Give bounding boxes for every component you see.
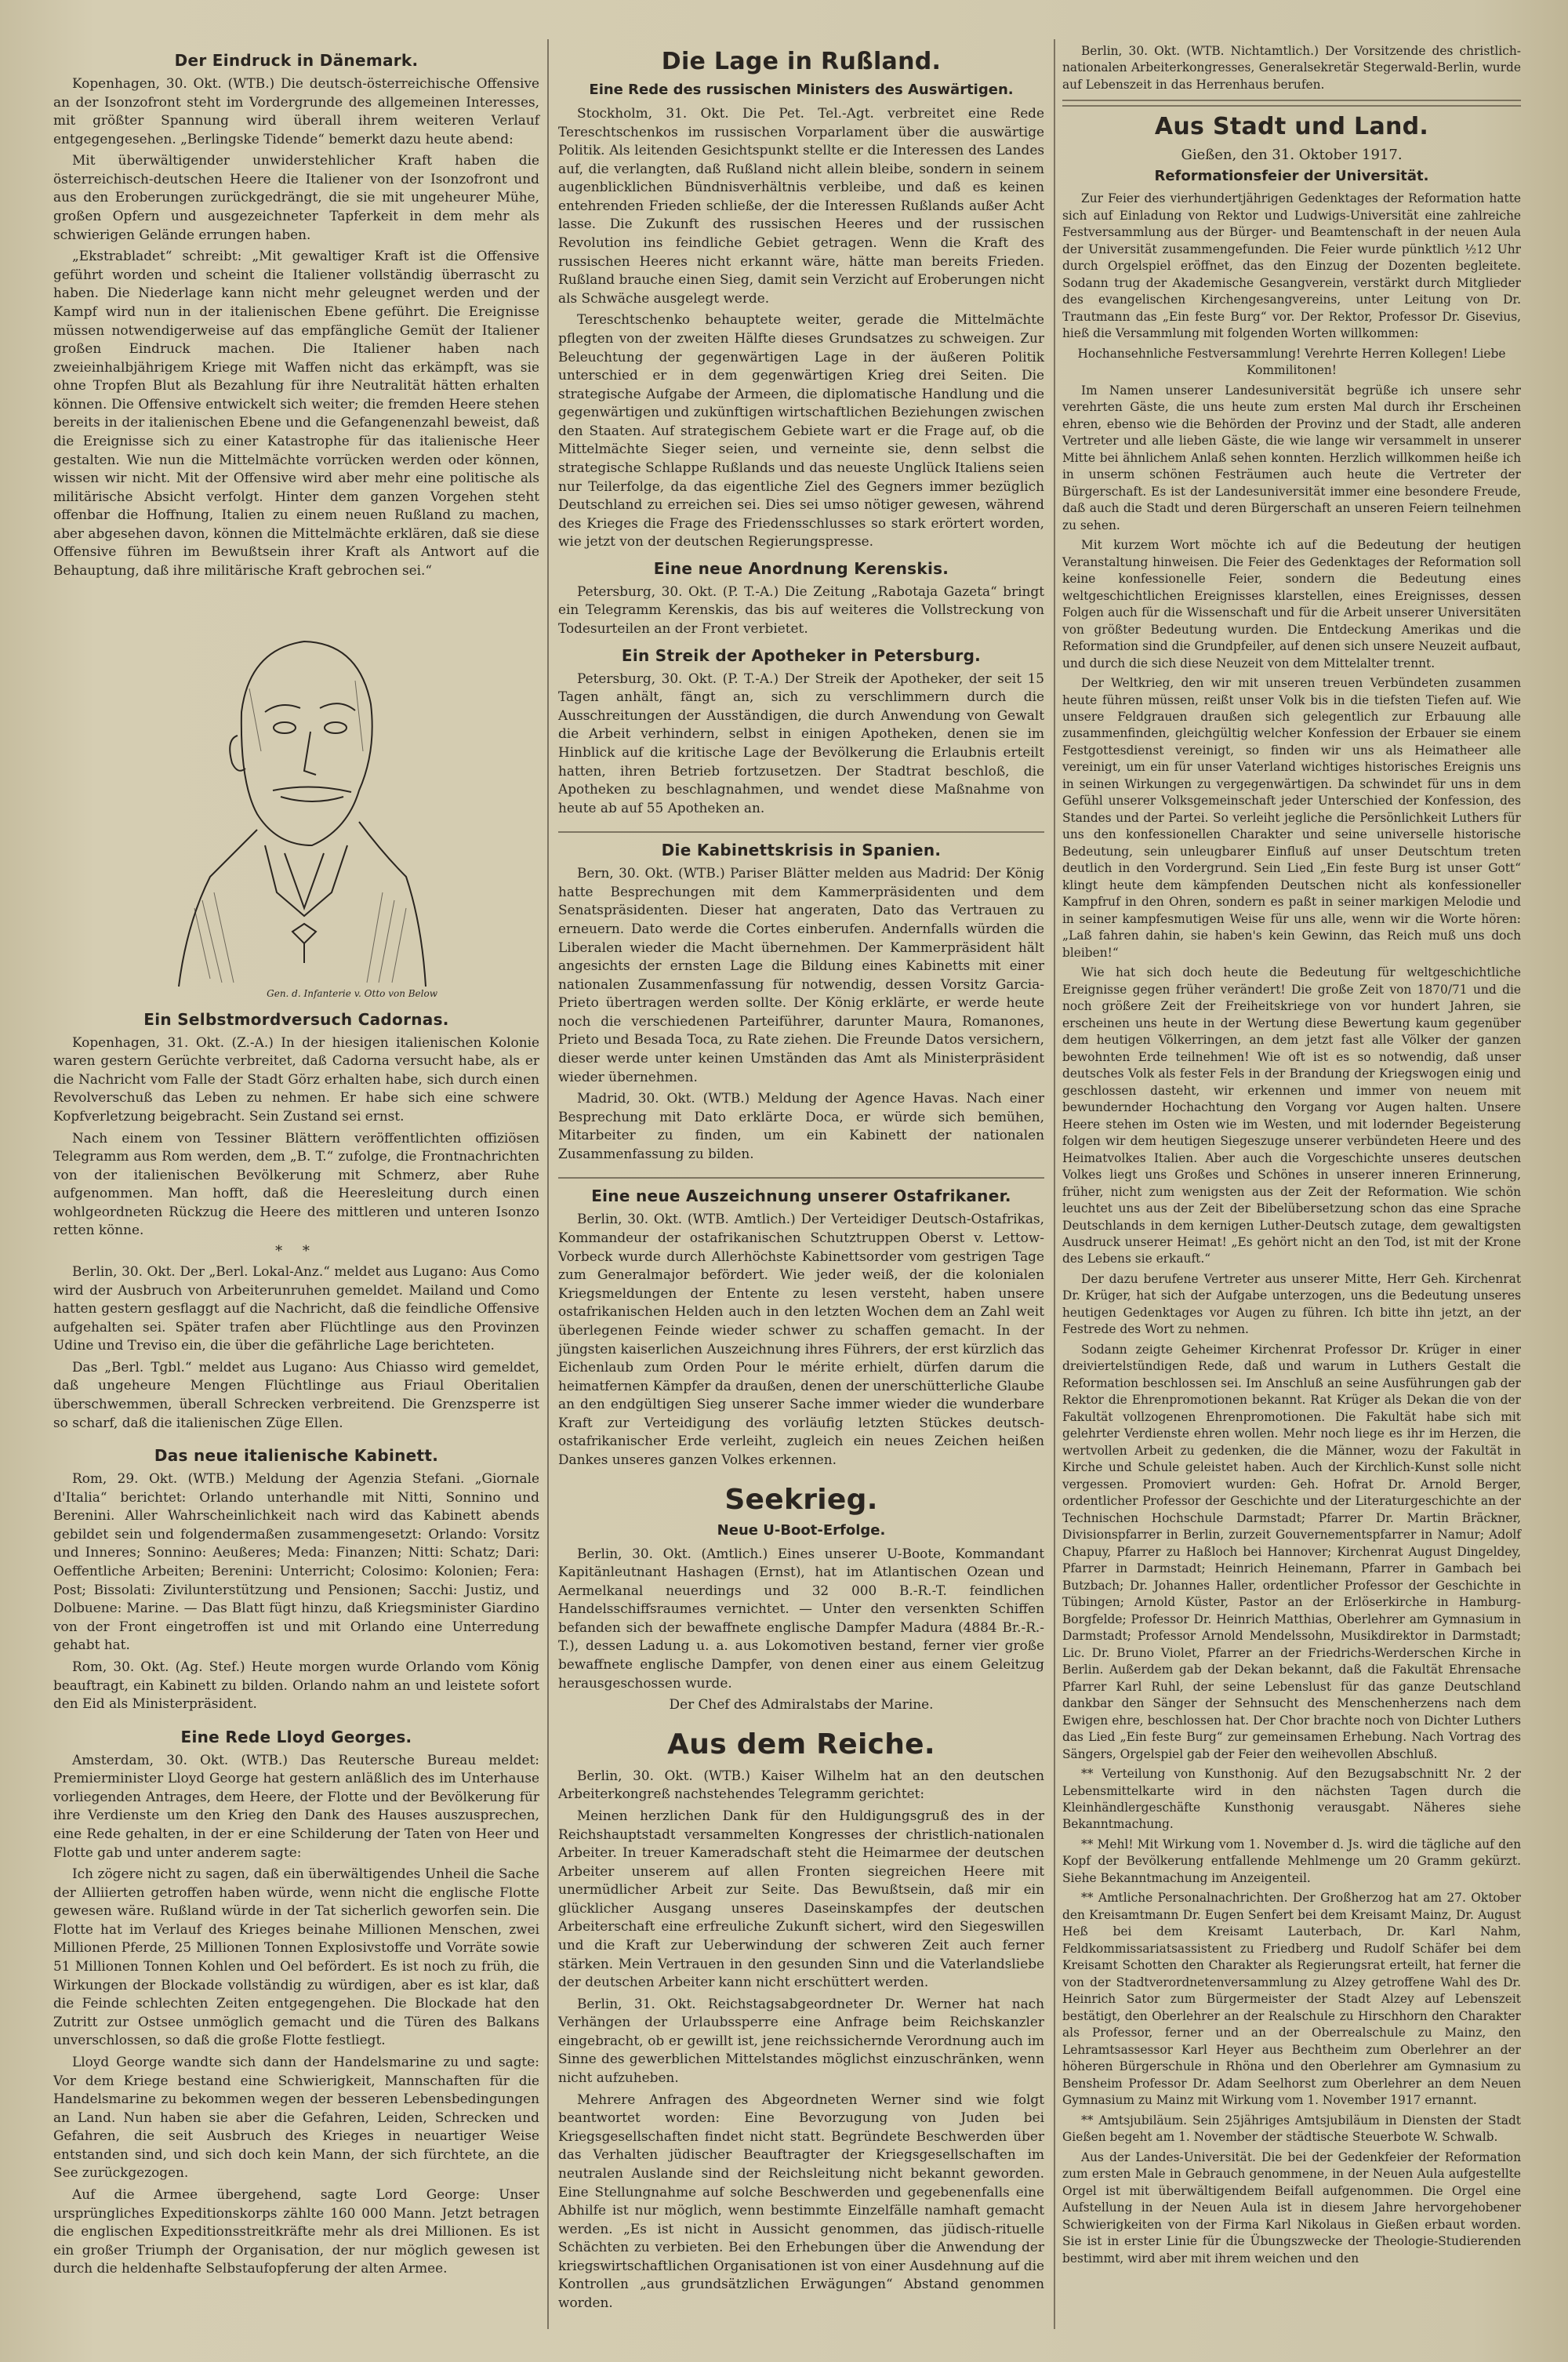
headline: Ein Selbstmordversuch Cadornas.: [143, 1009, 449, 1029]
paragraph: Petersburg, 30. Okt. (P. T.-A.) Die Zeitung „Rabotaja Gazeta“ bringt ein Telegramm Kerenskis, das bis auf weiteres die Vollstreckung von Todesurteilen an der Front verbietet.: [558, 583, 1044, 637]
portrait-caption: Gen. d. Infanterie v. Otto von Below: [267, 987, 437, 999]
column-3: [1062, 43, 1521, 2281]
paragraph: Berlin, 30. Okt. Der „Berl. Lokal-Anz.“ meldet aus Lugano: Aus Como wird der Ausbruch von Arbeiterunruhen gemeldet. Mailand und Como hatten gestern gesflaggt auf die Nachricht, daß die feindliche Offensive aufgehalten sei. Später trafen aber Flüchtlinge aus den Provinzen Udine und Treviso ein, die über die gefährliche Lage berichteten.: [53, 1263, 539, 1354]
headline: Eine neue Anordnung Kerenskis.: [653, 558, 949, 578]
article-local: [1062, 113, 1521, 2267]
paragraph: Meinen herzlichen Dank für den Huldigungsgruß des in der Reichshauptstadt versammelten Kongresses der christlich-nationalen Arbeiter. In treuer Kameradschaft steht die Heimarmee der deutschen Arbeiter unserem auf allen Fronten siegreichen Heere mit unermüdlicher Arbeit zur Seite. Das Bewußtsein, daß mir ein glücklicher Ausgang unseres Daseinskampfes der deutschen Arbeiterschaft eine erfreuliche Zukunft sichert, wird den Siegeswillen und die Kraft zur Ueberwindung der schweren Zeit auch ferner stärken. Mein Vertrauen in den gesunden Sinn und die Vaterlandsliebe der deutschen Arbeiter kann nicht erschüttert werden.: [558, 1807, 1044, 1990]
paragraph: Zur Feier des vierhundertjährigen Gedenktages der Reformation hatte sich auf Einladung von Rektor und Ludwigs-Universität eine zahlreiche Festversammlung aus der Bürger- und Beamtenschaft in der neuen Aula der Universität zusammengefunden. Die Feier wurde pünktlich ½12 Uhr durch Orgelspiel eröffnet, das den Einzug der Dozenten begleitete. Sodann trug der Akademische Gesangverein, verstärkt durch Mitglieder des evangelischen Kirchengesangvereins, unter Leitung von Dr. Trautmann das „Ein feste Burg“ vor. Der Rektor, Professor Dr. Gisevius, hieß die Versammlung mit folgenden Worten willkommen:: [1062, 191, 1521, 341]
paragraph: „Ekstrabladet“ schreibt: „Mit gewaltiger Kraft ist die Offensive geführt worden und scheint die Italiener vollständig überrascht zu haben. Die Niederlage kann nicht mehr geleugnet werden und der Kampf wird nun in der italienischen Ebene geführt. Die Ereignisse müssen notwendigerweise auf das empfängliche Gemüt der Italiener großen Eindruck machen. Die Italiener haben nach zweieinhalbjährigem Kriege mit Waffen nicht das erkämpft, was sie ohne Tropfen Blut als Bezahlung für ihre Neutralität hätten erhalten können. Die Offensive entwickelt sich weiter; die fremden Heere stehen bereits in der italienischen Ebene und die Gefangenenzahl beweist, daß die Ereignisse sich zu einer Katastrophe für das italienische Heer gestalten. Wie nun die Mittelmächte vorrücken werden oder können, wissen wir nicht. Mit der Offensive wird aber mehr eine politische als militärische Absicht verfolgt. Hinter dem ganzen Vorgehen steht offenbar die Hoffnung, Italien zu einem neuen Rußland zu machen, aber abgesehen davon, können die Mittelmächte erklären, daß sie diese Offensive führen im Bewußtsein ihrer Kraft als Antwort auf die Behauptung, daß ihre militärische Kraft gebrochen sei.“: [53, 248, 539, 579]
paragraph: Berlin, 31. Okt. Reichstagsabgeordneter Dr. Werner hat nach Verhängen der Urlaubssperre eine Anfrage beim Reichskanzler eingebracht, ob er gewillt ist, jene reichssichernde Verordnung auch im Sinne des gewerblichen Mittelstandes möglichst einzuschränken, wenn nicht aufzuheben.: [558, 1995, 1044, 2086]
paragraph: Aus der Landes-Universität. Die bei der Gedenkfeier der Reformation zum ersten Male in Gebrauch genommene, in der Neuen Aula aufgestellte Orgel ist mit überwältigendem Beifall aufgenommen. Die Orgel eine Aufstellung in der Neuen Aula ist in diesem Jahre hervorgehobener Schwierigkeiten von der Firma Karl Nikolaus in Gießen erbaut worden. Sie ist in erster Linie für die Übungszwecke der Theologie-Studierenden bestimmt, wird aber mit ihrem weichen und den: [1062, 2149, 1521, 2266]
section-headline: Seekrieg.: [724, 1483, 878, 1516]
headline: Eine Rede Lloyd Georges.: [180, 1727, 412, 1746]
paragraph: Der dazu berufene Vertreter aus unserer Mitte, Herr Geh. Kirchenrat Dr. Krüger, hat sich der Aufgabe unterzogen, uns die Bedeutung unseres heutigen Gedenktages vor Augen zu führen. Ich bitte ihn jetzt, an der Festrede des Wort zu nehmen.: [1062, 1271, 1521, 1337]
paragraph: ** Verteilung von Kunsthonig. Auf den Bezugsabschnitt Nr. 2 der Lebensmittelkarte wird in den nächsten Tagen durch die Kleinhändlergeschäfte Kunsthonig verausgabt. Näheres siehe Bekanntmachung.: [1062, 1767, 1521, 1832]
headline: Das neue italienische Kabinett.: [154, 1446, 439, 1466]
headline: Eine neue Auszeichnung unserer Ostafrikaner.: [591, 1186, 1011, 1206]
article-reich: [558, 1728, 1044, 2313]
divider: [558, 1177, 1044, 1179]
subheadline: Neue U-Boot-Erfolge.: [717, 1521, 886, 1539]
column-2: [558, 43, 1044, 2327]
paragraph: Nach einem von Tessiner Blättern veröffentlichten offiziösen Telegramm aus Rom werden, dem „B. T.“ zufolge, die Frontnachrichten von der italienischen Bevölkerung mit Schmerz, aber Ruhe aufgenommen. Man hofft, daß die Heeresleitung durch einen wohlgeordneten Rückzug die Heere des mittleren und unteren Isonzo retten könne.: [53, 1129, 539, 1238]
paragraph: Wie hat sich doch heute die Bedeutung für weltgeschichtliche Ereignisse gegen früher verändert! Die große Zeit von 1870/71 und die noch größere Zeit der Freiheitskriege von vor hundert Jahren, sie erscheinen uns heute in der Wertung diese Bewertung kaum gegenüber dem heutigen Völkerringen, an dem jetzt fast alle Völker der ganzen bewohnten Erde teilnehmen! Wie oft ist es so notwendig, daß unser deutsches Volk als fester Fels in der Brandung der Kriegswogen einig und geschlossen dasteht, wir erkennen und immer von neuem mit bewundernder Hochachtung den Vorgang vor Augen halten. Unsere Heere stehen im Osten wie im Westen, und mit lodernder Begeisterung folgen wir dem heutigen Siegeszuge unserer verbündeten Heere und des Heimatvolkes Italien. Aber auch die Vorgeschichte unseres deutschen Volkes liegt uns Großes und Schönes in unserer inneren Erinnerung, früher, nicht zum wenigsten aus der Zeit der Reformation. Wie schön leuchtet uns aus der Zeit der Bibelübersetzung schon das eine Sprache Deutschlands in dem kernigen Luther-Deutsch zutage, dem gewaltigsten Ausdruck unserer Heimat! „Es gehört nicht an den Tod, ist mit der Krone des Lebens sie erkauft.“: [1062, 965, 1521, 1266]
column-rule-right: [1054, 39, 1055, 2329]
separator: * *: [275, 1242, 318, 1259]
paragraph: Mehrere Anfragen des Abgeordneten Werner sind wie folgt beantwortet worden: Eine Bevorzugung von Juden bei Kriegsgesellschaften findet nicht statt. Begründete Beschwerden über das Verhalten jüdischer Beauftragter der Kriegsgesellschaften im neutralen Auslande sind der Reichsleitung nicht bekannt geworden. Eine Stellungnahme auf solche Beschwerden und gegebenenfalls eine Abhilfe ist nur möglich, wenn bestimmte Einzelfälle namhaft gemacht werden. „Es ist nicht in Aussicht genommen, das jüdisch-rituelle Schächten zu verbieten. Bei den Erhebungen über die Anwendung der kriegswirtschaftlichen Organisationen ist von einer Ausdehnung auf die Kontrollen „aus grundsätzlichen Erwägungen“ Abstand genommen worden.: [558, 2091, 1044, 2310]
paragraph: Auf die Armee übergehend, sagte Lord George: Unser ursprüngliches Expeditionskorps zählte 160 000 Mann. Jetzt betragen die englischen Expeditionsstreitkräfte mehr als drei Millionen. Es ist ein großer Triumph der Organisation, der nur möglich gewesen ist durch die heldenhafte Selbstaufopferung der alten Armee.: [53, 2186, 539, 2277]
paragraph: Der Weltkrieg, den wir mit unseren treuen Verbündeten zusammen heute führen müssen, reißt unser Volk bis in die tiefsten Tiefen auf. Wie unsere Feldgrauen draußen sich gelegentlich zur Erbauung alle zusammenfinden, gleichgültig welcher Konfession der Erbauer sie einem Festgottesdienst vereinigt, so finden wir uns als Heimatheer alle vereinigt, um ein für unser Vaterland wichtiges historisches Ereignis uns in seinen Wirkungen zu vergegenwärtigen. Da schwindet für uns in dem Gefühl unserer Volksgemeinschaft jeder Unterschied der Konfession, des Standes und der Partei. So verleiht jegliche die Persönlichkeit Luthers für uns den konfessionellen Charakter und seine universelle historische Bedeutung, sein unleugbarer Einfluß auf unser Deutschtum treten deutlich in den Vordergrund. Sein Lied „Ein feste Burg ist unser Gott“ klingt heute dem kämpfenden Deutschen nicht als konfessioneller Kampfruf in den Ohren, sondern es paßt in seiner markigen Melodie und in seiner kampfesmutigen Weise für uns alle, wenn wir die Worte hören: „Laß fahren dahin, sie haben's kein Gewinn, das Reich muß uns doch bleiben!“: [1062, 676, 1521, 960]
paragraph: Stockholm, 31. Okt. Die Pet. Tel.-Agt. verbreitet eine Rede Tereschtschenkos im russischen Vorparlament über die auswärtige Politik. Als leitenden Gesichtspunkt stellte er die Interessen des Landes auf, die verlangten, daß Rußland nicht allein bleibe, sondern in seinem augenblicklichen Bündnisverhältnis verbleibe, und daß es keinen entehrenden Frieden schließe, der die Interessen Rußlands außer Acht lasse. Die Zukunft des russischen Heeres und der russischen Revolution ins feindliche Gebiet getragen. Wenn die Kraft des russischen Heeres nicht erkannt wäre, hätte man bereits Frieden. Rußland brauche einen Sieg, damit sein Verzicht auf Eroberungen nicht als Schwäche ausgelegt werde.: [558, 105, 1044, 306]
article-naval-war: [558, 1484, 1044, 1714]
section-headline: Die Lage in Rußland.: [661, 48, 942, 75]
divider: [558, 831, 1044, 833]
paragraph: Mit kurzem Wort möchte ich auf die Bedeutung der heutigen Veranstaltung hinweisen. Die Feier des Gedenktages der Reformation soll keine konfessionelle Feier, sondern die Bedeutung eines weltgeschichtlichen Ereignisses klarstellen, eines Ereignisses, dessen Folgen auch für die Wissenschaft und für die Arbeit unserer Universitäten von größter Bedeutung wurden. Die Entdeckung Amerikas und die Reformation sind die Grundpfeiler, auf denen sich unsere Neuzeit aufbaut, und durch die sich diese Neuzeit von dem Mittelalter trennt.: [1062, 538, 1521, 670]
divider: [1062, 100, 1521, 107]
paragraph: Das „Berl. Tgbl.“ meldet aus Lugano: Aus Chiasso wird gemeldet, daß ungeheure Mengen Flüchtlinge aus Friaul Oberitalien überschwemmen, überall Schrecken verbreitend. Die Grenzsperre ist so scharf, daß die italienischen Züge Ellen.: [53, 1358, 539, 1430]
paragraph: Kopenhagen, 31. Okt. (Z.-A.) In der hiesigen italienischen Kolonie waren gestern Gerüchte verbreitet, daß Cadorna versucht habe, als er die Nachricht vom Falle der Stadt Görz erhalten habe, sich durch einen Revolverschuß das Leben zu nehmen. Er habe sich eine schwere Kopfverletzung beigebracht. Sein Zustand sei ernst.: [53, 1034, 539, 1124]
article-lloyd-george: [53, 1728, 539, 2278]
paragraph: ** Mehl! Mit Wirkung vom 1. November d. Js. wird die tägliche auf den Kopf der Bevölkerung entfallende Mehlmenge um 20 Gramm gekürzt. Siehe Bekanntmachung im Anzeigenteil.: [1062, 1837, 1521, 1885]
paragraph: Bern, 30. Okt. (WTB.) Pariser Blätter melden aus Madrid: Der König hatte Besprechungen mit dem Kammerpräsidenten und dem Senatspräsidenten. Dieser hat angeraten, Dato das Vertrauen zu erneuern. Dato werde die Cortes einberufen. Andernfalls würden die Liberalen wieder die Macht übernehmen. Der Kammerpräsident hält angesichts der ernsten Lage die Bildung eines Kabinetts mit einer nationalen Zusammenfassung für notwendig, dessen Vorsitz Garcia-Prieto übertragen werden sollte. Der König erklärte, er werde heute noch die verschiedenen Parteiführer, darunter Maura, Romanones, Prieto und Besada Toca, zu Rate ziehen. Die Freunde Datos versichern, dieser werde unter keinen Umständen das Amt als Ministerpräsident wieder übernehmen.: [558, 865, 1044, 1085]
article-russia: [558, 48, 1044, 817]
section-headline: Aus Stadt und Land.: [1154, 113, 1429, 141]
paragraph: Berlin, 30. Okt. (WTB.) Kaiser Wilhelm hat an den deutschen Arbeiterkongreß nachstehendes Telegramm gerichtet:: [558, 1767, 1044, 1802]
headline: Die Kabinettskrisis in Spanien.: [661, 841, 942, 860]
paragraph: Im Namen unserer Landesuniversität begrüße ich unsere sehr verehrten Gäste, die uns heute zum ersten Mal durch ihr Erscheinen ehren, ebenso wie die Behörden der Provinz und der Stadt, alle anderen Vertreter und alle lieben Gäste, die wie lange wir versammelt in unserer Mitte bei ähnlichem Anlaß sehen konnten. Herzlich willkommen heiße ich in unserm schönen Festräumen auch heute die Vertreter der Bürgerschaft. Es ist der Landesuniversität immer eine besondere Freude, daß auch die Stadt und deren Bürgerschaft an unseren Feiern teilnehmen zu sehen.: [1062, 383, 1521, 532]
column-1: [53, 43, 539, 2292]
paragraph: Berlin, 30. Okt. (Amtlich.) Eines unserer U-Boote, Kommandant Kapitänleutnant Hashagen (Ernst), hat im Atlantischen Ozean und Aermelkanal neuerdings und 32 000 B.-R.-T. feindlichen Handelsschiffsraumes vernichtet. — Unter den versenkten Schiffen befanden sich der bewaffnete englische Dampfer Madura (4884 Br.-R.-T.), dessen Ladung u. a. aus Lokomotiven bestand, ferner vier große bewaffnete englische Dampfer, von denen einer aus einem Geleitzug herausgeschossen wurde.: [558, 1545, 1044, 1691]
article-italian-cabinet: [53, 1446, 539, 1713]
paragraph: Berlin, 30. Okt. (WTB. Amtlich.) Der Verteidiger Deutsch-Ostafrikas, Kommandeur der ostafrikanischen Schutztruppen Oberst v. Lettow-Vorbeck wurde durch Allerhöchste Kabinettsorder vom gestrigen Tage zum Generalmajor befördert. Wie jeder weiß, der die kolonialen Kriegsmeldungen der Entente zu lesen versteht, haben unsere ostafrikanischen Helden auch in den letzten Wochen dem an Zahl weit überlegenen Feinde wieder schwer zu schaffen gemacht. In der jüngsten kaiserlichen Auszeichnung ihres Führers, der erst kürzlich das Eichenlaub zum Orden Pour le mérite erhielt, dürfen darum die heimatfernen Kämpfer da draußen, denen der unerschütterliche Glaube an den endgültigen Sieg unserer Sache immer wieder die wunderbare Kraft zur Verteidigung des vorläufig letzten Stückes deutsch-ostafrikanischer Erde verleiht, zugleich ein neues Zeichen heißen Dankes unseres ganzen Volkes erkennen.: [558, 1211, 1044, 1467]
paragraph: Kopenhagen, 30. Okt. (WTB.) Die deutsch-österreichische Offensive an der Isonzofront steht im Vordergrunde des allgemeinen Interesses, mit größter Spannung wird überall ihrem weiteren Verlauf entgegengesehen. „Berlingske Tidende“ bemerkt dazu heute abend:: [53, 75, 539, 147]
paragraph: ** Amtliche Personalnachrichten. Der Großherzog hat am 27. Oktober den Kreisamtmann Dr. Eugen Senfert bei dem Kreisamt Mainz, Dr. August Heß bei dem Kreisamt Lauterbach, Dr. Karl Nahm, Feldkommissariatsassistent zu Friedberg und Rudolf Schäfer bei dem Kreisamt Schotten den Charakter als Regierungsrat erteilt, hat ferner die von der Stadtverordnetenversammlung zu Alzey getroffene Wahl des Dr. Heinrich Sator zum Bürgermeister der Stadt Alzey auf Lebenszeit bestätigt, den Oberlehrer an der Realschule zu Hirschhorn den Charakter als Professor, ferner und an der Oberrealschule zu Mainz, den Lehramtsassessor Karl Heyer aus Bechtheim zum Oberlehrer an der höheren Bürgerschule in Rhöna und den Oberlehrer am Gymnasium zu Bensheim Professor Dr. Adam Seelhorst zum Oberlehrer an dem Neuen Gymnasium zu Mainz mit Wirkung vom 1. November 1917 ernannt.: [1062, 1891, 1521, 2108]
signature-line: Der Chef des Admiralstabs der Marine.: [669, 1696, 934, 1713]
headline: Der Eindruck in Dänemark.: [174, 51, 419, 70]
subheadline: Eine Rede des russischen Ministers des Auswärtigen.: [589, 82, 1014, 98]
portrait-illustration: [147, 594, 445, 1002]
paragraph: Madrid, 30. Okt. (WTB.) Meldung der Agence Havas. Nach einer Besprechung mit Dato erklärte Doca, er würde sich bemühen, Mitarbeiter zu finden, um ein Kabinett der nationalen Zusammenfassung zu bilden.: [558, 1090, 1044, 1161]
article-denmark: [53, 51, 539, 580]
headline: Ein Streik der Apotheker in Petersburg.: [621, 645, 982, 665]
subheadline: Reformationsfeier der Universität.: [1154, 168, 1429, 185]
paragraph: Rom, 29. Okt. (WTB.) Meldung der Agenzia Stefani. „Giornale d'Italia“ berichtet: Orlando unterhandle mit Nitti, Sonnino und Berenini. Aller Wahrscheinlichkeit nach wird das Kabinett abends gebildet sein und folgendermaßen zusammengesetzt: Orlando: Vorsitz und Inneres; Sonnino: Aeußeres; Meda: Finanzen; Nitti: Schatz; Dari: Oeffentliche Arbeiten; Berenini: Unterricht; Colosimo: Kolonien; Fera: Post; Bissolati: Zivilunterstützung und Pensionen; Sacchi: Justiz, und Dolbuene: Marine. — Das Blatt fügt hinzu, daß Kriegsminister Giardino von der Front eingetroffen ist und mit Orlando eine Unterredung gehabt hat.: [53, 1470, 539, 1653]
paragraph: Berlin, 30. Okt. (WTB. Nichtamtlich.) Der Vorsitzende des christlich-nationalen Arbeiterkongresses, Generalsekretär Stegerwald-Berlin, wurde auf Lebenszeit in das Herrenhaus berufen.: [1062, 44, 1521, 92]
article-east-africa: [558, 1186, 1044, 1469]
portrait-drawing: [147, 594, 445, 1002]
paragraph: Rom, 30. Okt. (Ag. Stef.) Heute morgen wurde Orlando vom König beauftragt, ein Kabinett zu bilden. Orlando nahm an und leistete sofort den Eid als Ministerpräsident.: [53, 1658, 539, 1712]
column-rule-left: [547, 39, 549, 2329]
paragraph: Amsterdam, 30. Okt. (WTB.) Das Reutersche Bureau meldet: Premierminister Lloyd George hat gestern anläßlich des im Unterhause vorliegenden Antrages, dem Heere, der Flotte und der Bevölkerung für ihre Verdienste um den Krieg den Dank des Hauses auszusprechen, eine Rede gehalten, in der er eine Schilderung der Taten von Heer und Flotte gab und unter anderem sagte:: [53, 1751, 539, 1860]
paragraph: Ich zögere nicht zu sagen, daß ein überwältigendes Unheil die Sache der Alliierten getroffen haben würde, wenn nicht die englische Flotte gewesen wäre. Rußland würde in der Tat sicherlich geworfen sein. Die Flotte hat im Verlauf des Krieges beinahe Millionen Menschen, zwei Millionen Pferde, 25 Millionen Tonnen Explosivstoffe und Vorräte sowie 51 Millionen Tonnen Kohlen und Oel befördert. Es ist noch zu früh, die Wirkungen der Blockade vollständig zu würdigen, aber es ist klar, daß die Feinde schlechten Zeiten entgegengehen. Die Blockade hat den Zutritt zur Ostsee unmöglich gemacht und die Türen des Balkans unverschlossen, so daß die große Flotte festliegt.: [53, 1866, 539, 2048]
paragraph: ** Amtsjubiläum. Sein 25jähriges Amtsjubiläum in Diensten der Stadt Gießen begeht am 1. November der städtische Steuerbote W. Schwalb.: [1062, 2113, 1521, 2145]
article-spain: [558, 841, 1044, 1163]
paragraph: Hochansehnliche Festversammlung! Verehrte Herren Kollegen! Liebe Kommilitonen!: [1077, 346, 1506, 378]
article-cadorna: [53, 1010, 539, 1433]
paragraph: Petersburg, 30. Okt. (P. T.-A.) Der Streik der Apotheker, der seit 15 Tagen anhält, fängt an, sich zu verschlimmern durch die Ausschreitungen der Ausständigen, die durch Anwendung von Gewalt die Arbeit verhindern, selbst in einigen Apotheken, denen sie im Hinblick auf die kritische Lage der Bevölkerung die Erlaubnis erteilt hatten, ihren Betrieb fortzusetzen. Der Stadtrat beschloß, die Apotheken zu beschlagnahmen, und wendet diese Maßnahme von heute ab auf 55 Apotheken an.: [558, 670, 1044, 816]
section-headline: Aus dem Reiche.: [667, 1728, 935, 1761]
paragraph: Tereschtschenko behauptete weiter, gerade die Mittelmächte pflegten von der zweiten Hälfte dieses Grundsatzes zu schweigen. Zur Beleuchtung der gegenwärtigen Lage in der äußeren Politik unterschied er in dem gegenwärtigen Krieg drei Seiten. Die strategische Aufgabe der Armeen, die diplomatische Handlung und die gegenwärtigen und zukünftigen wirtschaftlichen Beziehungen zwischen den Staaten. Auf strategischem Gebiete wart er die Frage auf, ob die Mittelmächte Sieger seien, und verneinte sie, denn selbst die strategische Schlappe Rußlands und das neueste Unglück Italiens seien nur Teilerfolge, da das eigentliche Ziel des Gegners immer bezüglich Deutschland zu erreichen sei. Dies sei umso nötiger gewesen, während des Krieges die Frage des Friedensschlusses so stark erörtert worden, wie jetzt von der deutschen Regierungspresse.: [558, 311, 1044, 550]
dateline: Gießen, den 31. Oktober 1917.: [1181, 147, 1403, 164]
paragraph: Mit überwältigender unwiderstehlicher Kraft haben die österreichisch-deutschen Heere die Italiener von der Isonzofront und aus den Eroberungen zurückgedrängt, die sie mit ungeheurer Mühe, großen Opfern und ausgezeichneter Tapferkeit in dem mehr als schwierigen Gelände errungen haben.: [53, 152, 539, 242]
paragraph: Lloyd George wandte sich dann der Handelsmarine zu und sagte: Vor dem Kriege bestand eine Schwierigkeit, Mannschaften für die Handelsmarine zu bekommen wegen der besseren Lebensbedingungen an Land. Nun haben sie aber die Gefahren, Leiden, Schrecken und Gefahren, die seit Ausbruch des Krieges in neuartiger Weise entstanden sind, und sich doch kein Mann, der sich fürchtete, an die See zurückgezogen.: [53, 2053, 539, 2181]
paragraph: Sodann zeigte Geheimer Kirchenrat Professor Dr. Krüger in einer dreiviertelstündigen Rede, daß und warum in Luthers Gestalt die Reformation beschlossen sei. Im Anschluß an seine Ausführungen gab der Rektor die Ehrenpromotionen bekannt. Rat Krüger als Dekan die von der Fakultät vollzogenen Ehrenpromotionen. Die Fakultät habe sich mit gelehrter Verdienste ehren wollen. Mehr noch liege es ihr im Herzen, die wertvollen Arbeit zu gedenken, die die Männer, wozu der Fakultät in Kirche und Schule geleistet haben. Auch der Kirchlich-Kunst solle nicht vergessen. Promoviert wurden: Geh. Hofrat Dr. Arnold Berger, ordentlicher Professor der Geschichte und der Literaturgeschichte an der Technischen Hochschule Darmstadt; Pfarrer Dr. Martin Bräckner, Divisionspfarrer in Berlin, zurzeit Gouvernementspfarrer in Namur; Adolf Chapuy, Pfarrer zu Haßloch bei Hannover; Kirchenrat August Dingeldey, Pfarrer in Darmstadt; Heinrich Heinemann, Pfarrer in Gambach bei Butzbach; Dr. Johannes Haller, ordentlicher Professor der Geschichte in Tübingen; Arnold Küster, Pastor an der Erlöserkirche in Hamburg-Borgfelde; Professor Dr. Heinrich Matthias, Oberlehrer am Gymnasium in Darmstadt; Professor Arnold Mendelssohn, Musikdirektor in Darmstadt; Lic. Dr. Bruno Violet, Pfarrer an der Friedrichs-Werderschen Kirche in Berlin. Außerdem gab der Dekan bekannt, daß die Fakultät Ehrensache Pfarrer Karl Ruhl, der seine Lebenslust für das ganze Deutschland dankbar den Sänger der Sehnsucht des Menschenherzens nach dem Ewigen ehre, beschlossen hat. Der Chor brachte noch von Dichter Luthers das Lied „Ein feste Burg“ zur gemeinsamen Erhebung. Nach Vortrag des Sängers, Orgelspiel gab der Feier den weihevollen Abschluß.: [1062, 1342, 1521, 1761]
